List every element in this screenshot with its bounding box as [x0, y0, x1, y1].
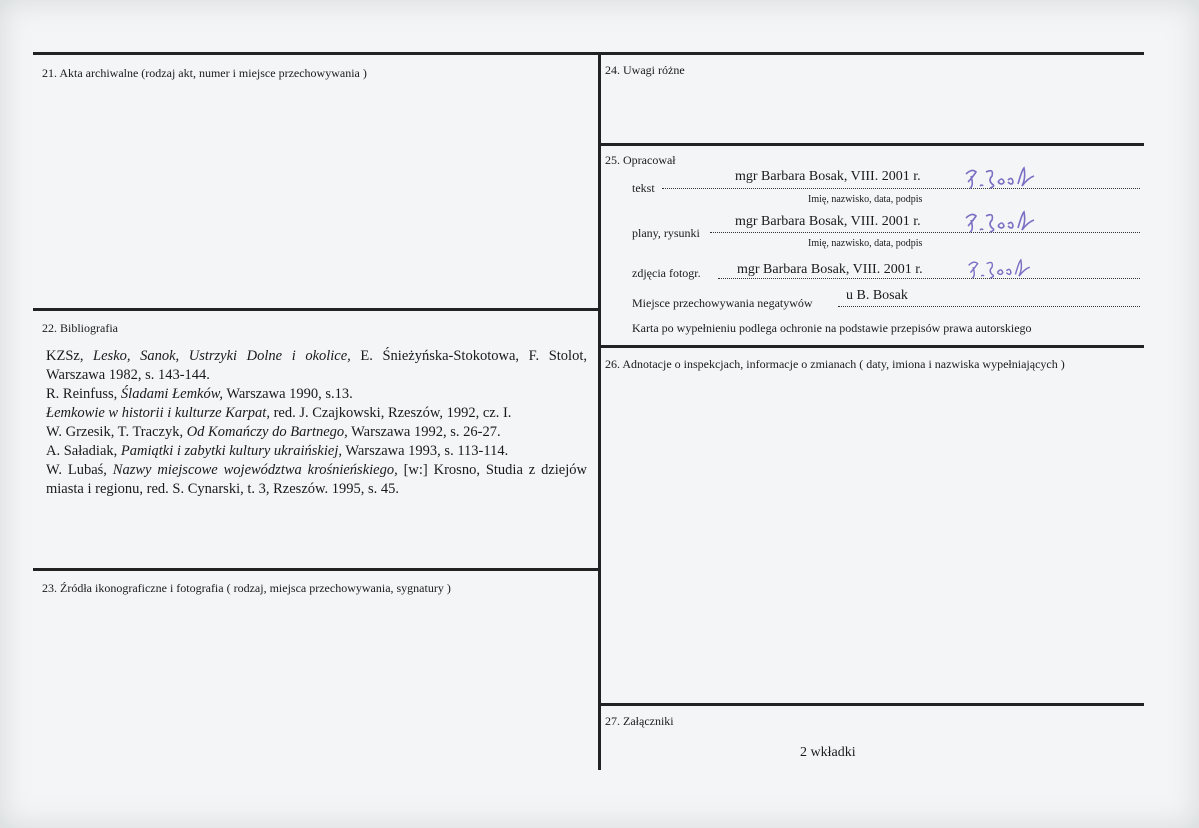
top-rule [33, 52, 1144, 55]
section-21-label: 21. Akta archiwalne (rodzaj akt, numer i miejsce przechowywania ) [42, 66, 367, 80]
rule-26 [599, 345, 1144, 348]
bibliography-entry [46, 385, 587, 404]
section-26-label: 26. Adnotacje o inspekcjach, informacje o zmianach ( daty, imiona i nazwiska wypełniających ) [605, 357, 1065, 371]
bibliography-text: red. J. Czajkowski, Rzeszów, 1992, cz. I. [269, 405, 512, 421]
plany-value: mgr Barbara Bosak, VIII. 2001 r. [735, 214, 921, 229]
tekst-value: mgr Barbara Bosak, VIII. 2001 r. [735, 169, 921, 184]
bibliography-title: Łemkowie w historii i kulturze Karpat, [46, 405, 270, 421]
bibliography-text: R. Reinfuss, [46, 386, 121, 402]
signature-2 [962, 208, 1042, 236]
center-divider [598, 52, 601, 770]
zdjecia-value: mgr Barbara Bosak, VIII. 2001 r. [737, 262, 923, 277]
bibliography-entry [46, 461, 587, 499]
bibliography-entry [46, 423, 587, 442]
bibliography-title: Śladami Łemków, [120, 386, 223, 402]
miejsce-label: Miejsce przechowywania negatywów [632, 296, 813, 310]
copyright-note: Karta po wypełnieniu podlega ochronie na podstawie przepisów prawa autorskiego [632, 321, 1032, 335]
tekst-dotted-line [662, 188, 1140, 189]
attachments-value: 2 wkładki [800, 745, 856, 760]
section-23-label: 23. Źródła ikonograficzne i fotografia ( rodzaj, miejsca przechowywania, sygnatury ) [42, 581, 451, 595]
section-25-label: 25. Opracował [605, 153, 676, 167]
tekst-hint: Imię, nazwisko, data, podpis [808, 194, 923, 205]
plany-label: plany, rysunki [632, 226, 700, 240]
signature-3 [965, 256, 1037, 282]
section-22-label: 22. Bibliografia [42, 321, 118, 335]
bibliography-text: Warszawa 1993, s. 113-114. [341, 443, 509, 459]
miejsce-value: u B. Bosak [846, 288, 908, 303]
rule-23 [33, 568, 599, 571]
bibliography-title: Lesko, Sanok, Ustrzyki Dolne i okolice, [93, 348, 351, 364]
bibliography-text: Warszawa 1992, s. 26-27. [347, 424, 501, 440]
zdjecia-dotted-line [718, 278, 1140, 279]
bibliography-entry [46, 404, 587, 423]
bibliography-list [46, 347, 587, 499]
bibliography-entry [46, 442, 587, 461]
section-27-label: 27. Załączniki [605, 714, 674, 728]
bibliography-title: Nazwy miejscowe województwa krośnieńskiego, [112, 462, 398, 478]
bibliography-title: Pamiątki i zabytki kultury ukraińskiej, [120, 443, 342, 459]
rule-25 [599, 143, 1144, 146]
bibliography-text: W. Lubaś, [46, 462, 113, 478]
plany-dotted-line [710, 232, 1140, 233]
bibliography-title: Od Komańczy do Bartnego, [186, 424, 348, 440]
bibliography-text: W. Grzesik, T. Traczyk, [46, 424, 187, 440]
section-24-label: 24. Uwagi różne [605, 63, 685, 77]
zdjecia-label: zdjęcia fotogr. [632, 266, 701, 280]
bibliography-text: E. Śnieżyńska-Stokotowa, F. Stolot, Warszawa 1982, s. 143-144. [46, 348, 587, 383]
tekst-label: tekst [632, 181, 655, 195]
bibliography-text: A. Saładiak, [46, 443, 121, 459]
bibliography-text: Warszawa 1990, s.13. [222, 386, 353, 402]
bibliography-entry [46, 347, 587, 385]
bibliography-text: KZSz, [46, 348, 94, 364]
rule-27 [599, 703, 1144, 706]
rule-22 [33, 308, 599, 311]
miejsce-dotted-line [838, 306, 1140, 307]
signature-1 [962, 164, 1042, 192]
bibliography-text: [w:] Krosno, Studia z dziejów miasta i regionu, red. S. Cynarski, t. 3, Rzeszów. 1995, s. 45. [46, 462, 587, 497]
plany-hint: Imię, nazwisko, data, podpis [808, 238, 923, 249]
